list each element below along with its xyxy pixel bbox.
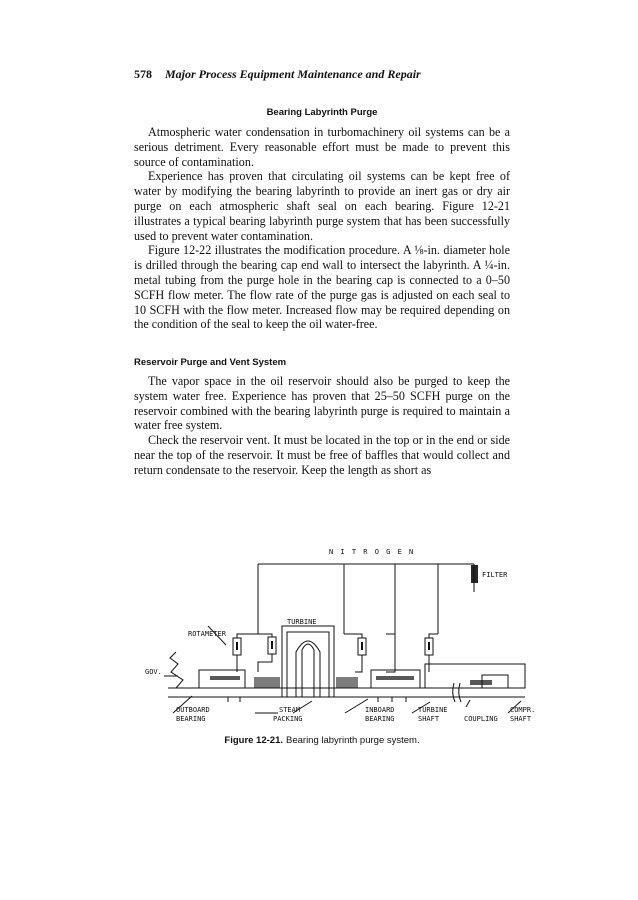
compr-label-1: COMPR. xyxy=(510,706,536,714)
outboard-label-2: BEARING xyxy=(176,715,206,723)
figure-caption-label: Figure 12-21. xyxy=(224,735,283,746)
rotameter-label: ROTAMETER xyxy=(188,630,226,638)
figure-caption-text: Bearing labyrinth purge system. xyxy=(286,735,420,746)
turbine-rotor xyxy=(302,644,314,697)
filter-label: FILTER xyxy=(482,571,508,579)
section-heading-labyrinth: Bearing Labyrinth Purge xyxy=(266,107,378,118)
figure-caption xyxy=(134,735,510,746)
book-title: Major Process Equipment Maintenance and Repair xyxy=(165,67,421,81)
coupling-label: COUPLING xyxy=(464,715,498,723)
turbine-label: TURBINE xyxy=(287,618,317,626)
compr-label-2: SHAFT xyxy=(510,715,532,723)
purge-line-2 xyxy=(258,654,272,672)
shaft xyxy=(168,688,525,697)
rotameter-feed-3 xyxy=(386,634,438,638)
purge-line-5 xyxy=(386,634,395,672)
section-heading-reservoir: Reservoir Purge and Vent System xyxy=(134,357,287,368)
paragraph: Figure 12-22 illustrates the modification procedure. A ⅛-in. diameter hole is drilled through the bearing cap end wall to intersect the labyrinth. A ¼-in. metal tubing from the purge hole in the bearing cap is connected to a 0–50 SCFH flow meter. The flow rate of the purge gas is adjusted on each seal to 10 SCFH with the flow meter. Increased flow may be required depending on the condition of the seal to keep the oil water-free. xyxy=(134,243,510,332)
paragraph: The vapor space in the oil reservoir should also be purged to keep the system water free. Experience has proven that 25–50 SCFH purge on the reservoir combined with the bearing labyrinth purge is required to maintain a water free system. xyxy=(134,374,510,433)
rotameter-feed-2 xyxy=(344,634,362,638)
purge-line-3 xyxy=(355,655,362,672)
nitrogen-label: N I T R O G E N xyxy=(329,548,415,556)
turbine-shaft-label-2: SHAFT xyxy=(418,715,440,723)
steam-label-1: STEAM xyxy=(279,706,301,714)
outboard-label-1: OUTBOARD xyxy=(176,706,210,714)
paragraph: Atmospheric water condensation in turbomachinery oil systems can be a serious detriment. Every reasonable effort must be made to prevent this source of contamination. xyxy=(134,125,510,169)
inboard-label-2: BEARING xyxy=(365,715,395,723)
inboard-label-1: INBOARD xyxy=(365,706,395,714)
page-number: 578 xyxy=(134,67,152,81)
turbine-shaft-label-1: TURBINE xyxy=(418,706,448,714)
turbine-casing xyxy=(282,626,334,697)
governor-symbol xyxy=(170,652,183,688)
gov-label: GOV. xyxy=(145,668,162,676)
shaft-break xyxy=(453,683,461,702)
rotameter-feed-1 xyxy=(237,634,272,638)
steam-label-2: PACKING xyxy=(273,715,303,723)
paragraph: Experience has proven that circulating oil systems can be kept free of water by modifying the bearing labyrinth to provide an inert gas or dry air purge on each atmospheric shaft seal on each bearing. Figure 12-21 illustrates a typical bearing labyrinth purge system that has been successfully used to prevent water contamination. xyxy=(134,169,510,243)
paragraph: Check the reservoir vent. It must be located in the top or in the end or side near the top of the reservoir. It must be free of baffles that would collect and return condensate to the reservoir. Keep the length as short as xyxy=(134,433,510,477)
